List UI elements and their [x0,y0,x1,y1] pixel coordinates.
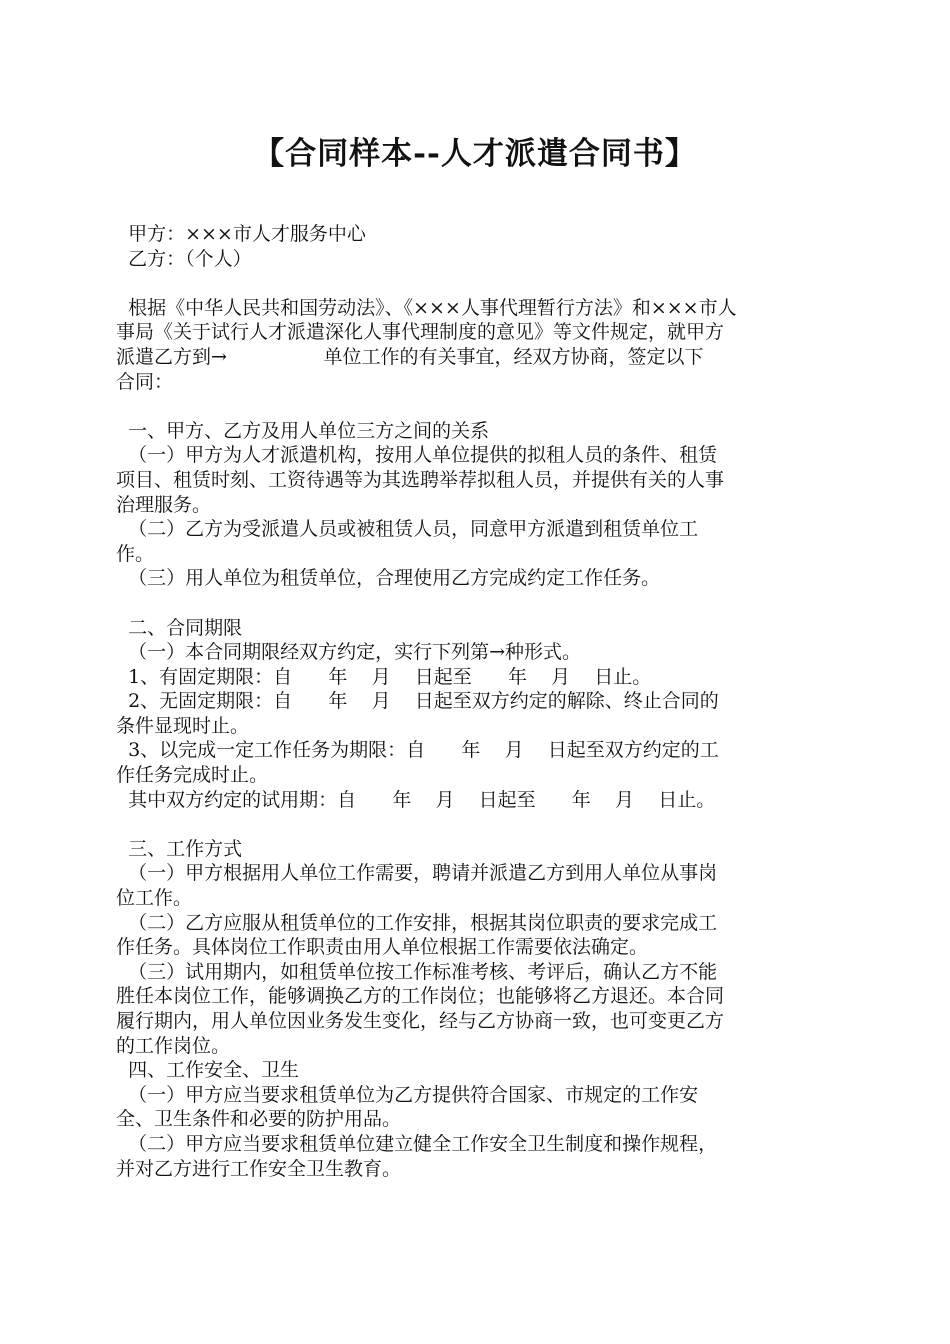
text-line: 位工作。 [116,887,193,910]
text-line: 派遣乙方到→ 单位工作的有关事宜，经双方协商，签定以下 [116,345,704,368]
text-line: 3、以完成一定工作任务为期限：自 年 月 日起至双方约定的工 [116,739,719,762]
document-title: 【合同样本--人才派遣合同书】 [253,136,697,172]
text-line: 条件显现时止。 [116,714,250,737]
text-line: 合同： [116,370,174,393]
paragraph-spacer [116,394,836,419]
paragraph-spacer [116,812,836,837]
document-body [116,222,836,1181]
text-line: 甲方：×××市人才服务中心 [116,223,366,245]
paragraph-spacer [116,271,836,296]
text-line: 并对乙方进行工作安全卫生教育。 [116,1157,402,1180]
text-line: 三、工作方式 [116,837,243,860]
text-line: （一）本合同期限经双方约定，实行下列第→种形式。 [116,641,582,664]
text-line: 项目、租赁时刻、工资待遇等为其选聘举荐拟租人员，并提供有关的人事 [116,468,725,491]
text-line: 二、合同期限 [116,616,243,639]
text-line: 胜任本岗位工作，能够调换乙方的工作岗位；也能够将乙方退还。本合同 [116,985,725,1008]
text-line: 的工作岗位。 [116,1034,231,1057]
text-line: （三）用人单位为租赁单位，合理使用乙方完成约定工作任务。 [116,567,661,590]
text-line: （二）乙方为受派遣人员或被租赁人员，同意甲方派遣到租赁单位工 [116,518,699,541]
text-line: （二）甲方应当要求租赁单位建立健全工作安全卫生制度和操作规程， [116,1132,718,1155]
text-line: （二）乙方应服从租赁单位的工作安排，根据其岗位职责的要求完成工 [116,911,718,934]
text-line: 作任务。具体岗位工作职责由用人单位根据工作需要依法确定。 [116,936,649,959]
text-line: 1、有固定期限：自 年 月 日起至 年 月 日止。 [116,665,652,688]
paragraph-spacer [116,591,836,616]
text-line: 根据《中华人民共和国劳动法》、《×××人事代理暂行方法》和×××市人 [116,296,737,319]
text-line: 其中双方约定的试用期：自 年 月 日起至 年 月 日止。 [116,788,716,811]
text-line: 四、工作安全、卫生 [116,1059,300,1082]
text-line: 作任务完成时止。 [116,764,269,787]
text-line: 事局《关于试行人才派遣深化人事代理制度的意见》等文件规定，就甲方 [116,321,725,344]
text-line: 一、甲方、乙方及用人单位三方之间的关系 [116,419,490,442]
text-line: （三）试用期内，如租赁单位按工作标准考核、考评后，确认乙方不能 [116,960,718,983]
text-line: 治理服务。 [116,493,212,516]
text-line: 作。 [116,542,155,565]
text-line: 2、无固定期限：自 年 月 日起至双方约定的解除、终止合同的 [116,690,719,713]
text-line: 乙方：（个人） [116,247,252,270]
text-line: （一）甲方为人才派遣机构，按用人单位提供的拟租人员的条件、租赁 [116,444,718,467]
text-line: （一）甲方根据用人单位工作需要，聘请并派遣乙方到用人单位从事岗 [116,862,718,885]
text-line: 全、卫生条件和必要的防护用品。 [116,1108,402,1131]
text-line: 履行期内，用人单位因业务发生变化，经与乙方协商一致，也可变更乙方 [116,1010,725,1032]
text-line: （一）甲方应当要求租赁单位为乙方提供符合国家、市规定的工作安 [116,1083,699,1106]
